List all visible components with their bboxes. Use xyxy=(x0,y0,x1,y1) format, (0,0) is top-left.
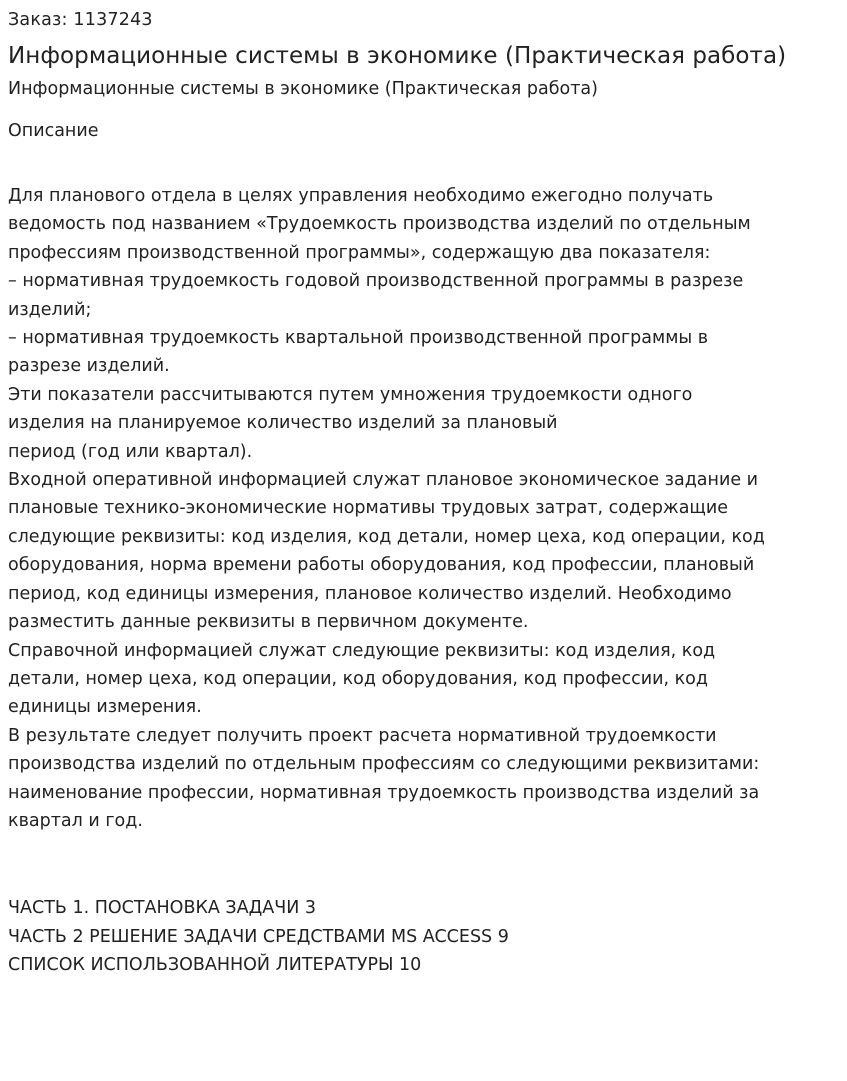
description-line: квартал и год. xyxy=(8,810,143,831)
description-line: оборудования, норма времени работы оборудования, код профессии, плановый xyxy=(8,555,755,576)
description-line: Эти показатели рассчитываются путем умножения трудоемкости одного xyxy=(8,384,693,405)
description-line: – нормативная трудоемкость годовой производственной программы в разрезе xyxy=(8,271,744,292)
description-line: Для планового отдела в целях управления необходимо ежегодно получать xyxy=(8,186,714,206)
toc-item: ЧАСТЬ 2 РЕШЕНИЕ ЗАДАЧИ СРЕДСТВАМИ MS ACCESS 9 xyxy=(8,926,509,947)
description-line: период (год или квартал). xyxy=(8,441,253,462)
page-title: Информационные системы в экономике (Практическая работа) xyxy=(8,43,787,69)
description-line: единицы измерения. xyxy=(8,697,202,718)
description-line: разместить данные реквизиты в первичном документе. xyxy=(8,612,529,633)
description-line: Справочной информацией служат следующие реквизиты: код изделия, код xyxy=(8,640,716,661)
description-line: В результате следует получить проект расчета нормативной трудоемкости xyxy=(8,725,717,746)
description-line: профессиям производственной программы», содержащую два показателя: xyxy=(8,242,711,263)
description-line: разрезе изделий. xyxy=(8,356,170,377)
description-line: производства изделий по отдельным профессиям со следующими реквизитами: xyxy=(8,754,760,775)
description-heading: Описание xyxy=(8,121,99,141)
description-line: наименование профессии, нормативная трудоемкость производства изделий за xyxy=(8,782,760,803)
table-of-contents xyxy=(8,894,839,979)
description-line: – нормативная трудоемкость квартальной производственной программы в xyxy=(8,328,709,349)
description-line: период, код единицы измерения, плановое количество изделий. Необходимо xyxy=(8,583,732,604)
page-subtitle: Информационные системы в экономике (Практическая работа) xyxy=(8,79,598,99)
description-line: плановые технико-экономические нормативы трудовых затрат, содержащие xyxy=(8,498,729,519)
description-line: следующие реквизиты: код изделия, код детали, номер цеха, код операции, код xyxy=(8,526,765,547)
description-body xyxy=(8,182,839,835)
description-line: ведомость под названием «Трудоемкость производства изделий по отдельным xyxy=(8,214,751,235)
description-line: детали, номер цеха, код операции, код оборудования, код профессии, код xyxy=(8,668,708,689)
order-number: Заказ: 1137243 xyxy=(8,10,153,30)
toc-item: ЧАСТЬ 1. ПОСТАНОВКА ЗАДАЧИ 3 xyxy=(8,898,317,919)
toc-item: СПИСОК ИСПОЛЬЗОВАННОЙ ЛИТЕРАТУРЫ 10 xyxy=(8,955,422,976)
description-line: Входной оперативной информацией служат плановое экономическое задание и xyxy=(8,470,759,491)
description-line: изделия на планируемое количество изделий за плановый xyxy=(8,413,558,434)
description-line: изделий; xyxy=(8,299,92,320)
